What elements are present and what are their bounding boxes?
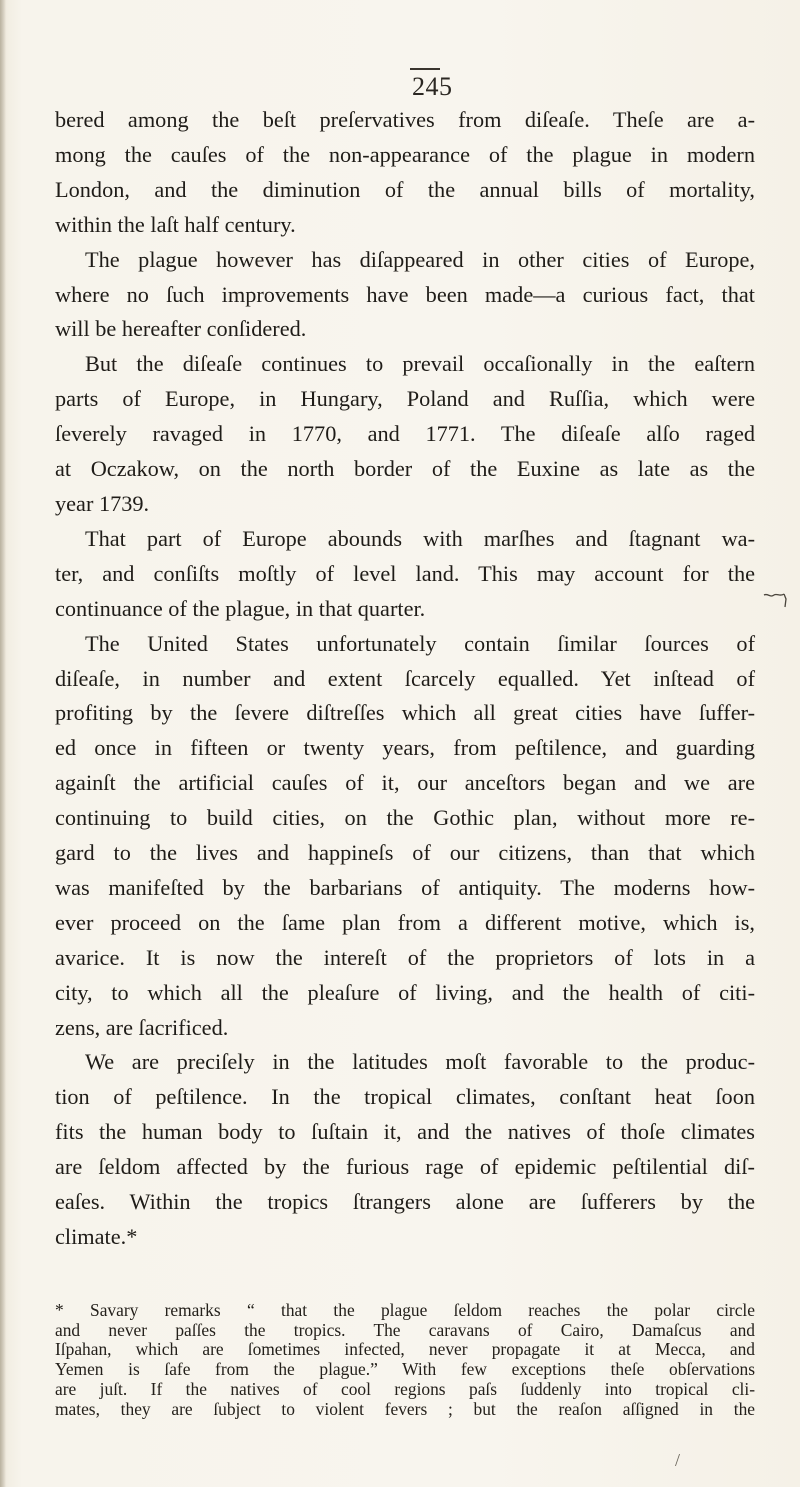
body-line: was manifeſted by the barbarians of antiquity. The moderns how- bbox=[55, 874, 755, 900]
body-line: ſeverely ravaged in 1770, and 1771. The diſeaſe alſo raged bbox=[55, 421, 755, 447]
body-line: climate.* bbox=[55, 1224, 138, 1249]
gutter-shadow bbox=[0, 0, 6, 1487]
body-line: city, to which all the pleaſure of living, and the health of citi- bbox=[55, 979, 755, 1005]
body-line: parts of Europe, in Hungary, Poland and Ruſſia, which were bbox=[55, 386, 755, 412]
body-line: at Oczakow, on the north border of the Euxine as late as the bbox=[55, 456, 755, 482]
footnote-line: and never paſſes the tropics. The caravans of Cairo, Damaſcus and bbox=[55, 1319, 755, 1340]
footnote-line: mates, they are ſubject to violent fevers ; but the reaſon aſſigned in the bbox=[55, 1398, 755, 1419]
body-line: tion of peſtilence. In the tropical climates, conſtant heat ſoon bbox=[55, 1084, 755, 1110]
body-line: will be hereafter conſidered. bbox=[55, 316, 307, 342]
body-line: continuing to build cities, on the Gothic plan, without more re- bbox=[55, 805, 755, 831]
body-line: gard to the lives and happineſs of our citizens, than that which bbox=[55, 840, 755, 866]
body-line: The plague however has diſappeared in other cities of Europe, bbox=[85, 246, 755, 272]
body-line: That part of Europe abounds with marſhes and ſtagnant wa- bbox=[85, 525, 755, 551]
footnote-line: * Savary remarks “ that the plague ſeldom reaches the polar circle bbox=[55, 1300, 755, 1320]
body-line: eaſes. Within the tropics ſtrangers alone are ſufferers by the bbox=[55, 1189, 755, 1215]
body-line: bered among the beſt preſervatives from diſeaſe. Theſe are a- bbox=[55, 107, 755, 132]
footnote-line: are juſt. If the natives of cool regions paſs ſuddenly into tropical cli- bbox=[55, 1378, 755, 1399]
body-line: fits the human body to ſuſtain it, and the natives of thoſe climates bbox=[55, 1119, 755, 1145]
body-line: ever proceed on the ſame plan from a different motive, which is, bbox=[55, 909, 755, 935]
body-line: ed once in fifteen or twenty years, from peſtilence, and guarding bbox=[55, 735, 755, 761]
page-number-rule bbox=[410, 68, 440, 70]
body-line: continuance of the plague, in that quarter. bbox=[55, 595, 426, 621]
stray-ink-mark: / bbox=[675, 1450, 681, 1470]
margin-ink-mark bbox=[762, 585, 790, 613]
body-line: mong the cauſes of the non-appearance of the plague in modern bbox=[55, 141, 755, 167]
body-line: zens, are ſacrificed. bbox=[55, 1014, 229, 1040]
body-line: where no ſuch improvements have been made—a curious fact, that bbox=[55, 281, 755, 307]
body-line: profiting by the ſevere diſtreſſes which all great cities have ſuffer- bbox=[55, 700, 755, 726]
body-text bbox=[55, 103, 755, 1255]
body-line: ter, and conſiſts moſtly of level land. This may account for the bbox=[55, 560, 755, 586]
footnote-line: Yemen is ſafe from the plague.” With few exceptions theſe obſervations bbox=[55, 1359, 755, 1380]
body-line: year 1739. bbox=[55, 490, 150, 516]
body-line: The United States unfortunately contain ſimilar ſources of bbox=[85, 630, 755, 656]
footnote-line: Iſpahan, which are ſometimes infected, never propagate it at Mecca, and bbox=[55, 1339, 755, 1360]
body-line: We are preciſely in the latitudes moſt favorable to the produc- bbox=[85, 1049, 755, 1075]
body-line: are ſeldom affected by the furious rage of epidemic peſtilential diſ- bbox=[55, 1154, 755, 1180]
body-line: London, and the diminution of the annual bills of mortality, bbox=[55, 176, 755, 202]
footnote bbox=[55, 1301, 755, 1419]
body-line: againſt the artificial cauſes of it, our anceſtors began and we are bbox=[55, 770, 755, 796]
body-line: within the laſt half century. bbox=[55, 211, 296, 237]
body-line: But the diſeaſe continues to prevail occaſionally in the eaſtern bbox=[85, 351, 755, 377]
body-line: diſeaſe, in number and extent ſcarcely equalled. Yet inſtead of bbox=[55, 665, 755, 691]
page-number: 245 bbox=[412, 72, 453, 101]
body-line: avarice. It is now the intereſt of the proprietors of lots in a bbox=[55, 944, 755, 970]
